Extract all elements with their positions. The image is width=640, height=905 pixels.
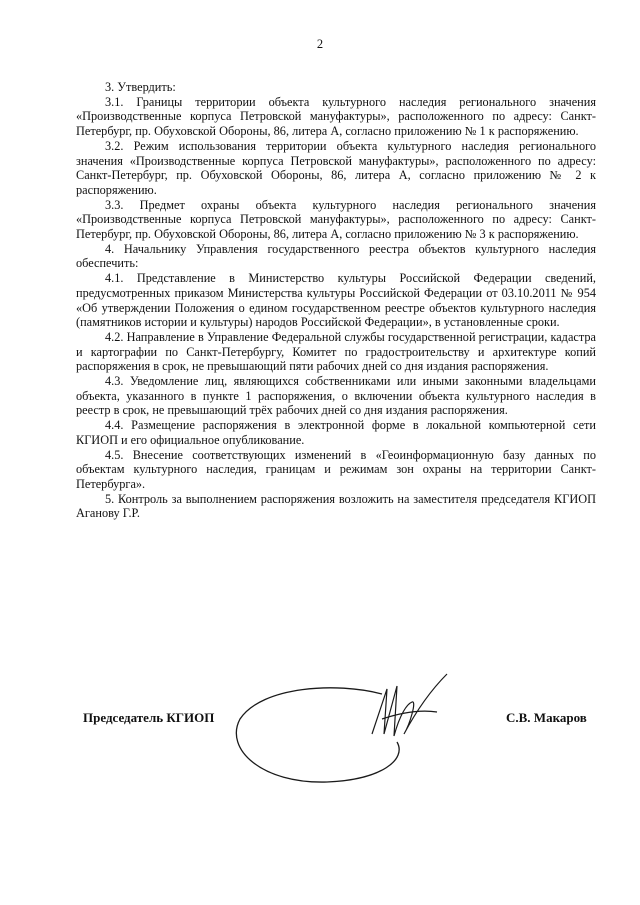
signature-strokes	[372, 674, 447, 736]
paragraph-4-4: 4.4. Размещение распоряжения в электронной форме в локальной компьютерной сети КГИОП и его официальное опубликование.	[76, 418, 596, 447]
signatory-name: С.В. Макаров	[506, 710, 587, 725]
paragraph-4-3: 4.3. Уведомление лиц, являющихся собственниками или иными законными владельцами объекта, указанного в пункте 1 распоряжения, о включении объекта культурного наследия в реестр в срок, не превышающий трёх рабочих дней со дня издания распоряжения.	[76, 374, 596, 418]
paragraph-4-1: 4.1. Представление в Министерство культуры Российской Федерации сведений, предусмотренных приказом Министерства культуры Российской Федерации от 03.10.2011 № 954 «Об утверждении Положения о едином государственном реестре объектов культурного наследия (памятников истории и культуры) народов Российской Федерации», в установленные сроки.	[76, 271, 596, 330]
paragraph-3: 3. Утвердить:	[105, 80, 176, 94]
paragraph-5: 5. Контроль за выполнением распоряжения возложить на заместителя председателя КГИОП Аганову Г.Р.	[76, 491, 596, 521]
paragraph-4: 4. Начальнику Управления государственного реестра объектов культурного наследия обеспечить:	[76, 241, 596, 271]
page-number: 2	[316, 37, 324, 51]
paragraph-3-1: 3.1. Границы территории объекта культурного наследия регионального значения «Производственные корпуса Петровской мануфактуры», расположенного по адресу: Санкт-Петербург, пр. Обуховской Обороны, 86, литера А, согласно приложению № 1 к распоряжению.	[76, 94, 596, 139]
document-body	[76, 80, 596, 521]
paragraph-4-2: 4.2. Направление в Управление Федеральной службы государственной регистрации, кадастра и картографии по Санкт-Петербургу, Комитет по градостроительству и архитектуре копий распоряжения в срок, не превышающий пяти рабочих дней со дня издания распоряжения.	[76, 329, 596, 374]
signature-loop	[236, 688, 399, 782]
handwritten-signature	[232, 664, 472, 794]
signatory-title: Председатель КГИОП	[83, 710, 215, 725]
paragraph-4-5: 4.5. Внесение соответствующих изменений в «Геоинформационную базу данных по объектам культурного наследия, границам и режимам зон охраны на территории Санкт-Петербурга».	[76, 447, 596, 491]
paragraph-3-3: 3.3. Предмет охраны объекта культурного наследия регионального значения «Производственные корпуса Петровской мануфактуры», расположенного по адресу: Санкт-Петербург, пр. Обуховской Обороны, 86, литера А, согласно приложению № 3 к распоряжению.	[76, 197, 596, 242]
paragraph-3-2: 3.2. Режим использования территории объекта культурного наследия регионального значения «Производственные корпуса Петровской мануфактуры», расположенного по адресу: Санкт-Петербург, пр. Обуховской Обороны, 86, литера А, согласно приложению № 2 к распоряжению.	[76, 138, 596, 197]
